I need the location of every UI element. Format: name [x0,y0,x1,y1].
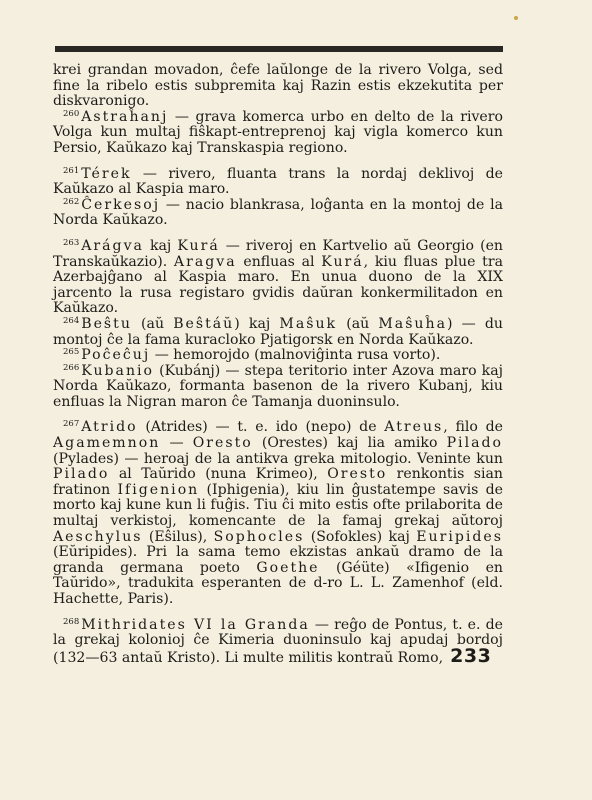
spaced-term: Arágva [81,237,144,254]
text-run: (aŭ [131,315,174,332]
text-run: — nacio blankrasa, loĝanta en la montoj de la Norda Kaŭkazo. [53,196,503,229]
footnote-number: 267 [63,419,80,430]
spaced-term: Maŝuĥa [378,315,447,332]
footnote-number: 263 [63,237,80,248]
ink-spot [514,16,518,20]
text-run: renkontis sian fratinon [53,466,504,498]
footnote-number: 260 [63,108,80,119]
continued-paragraph [53,63,503,110]
spaced-term: Atrido [81,419,138,436]
footnote-260 [53,110,503,157]
footnote-number: 268 [63,616,80,627]
footnote-262 [53,198,503,229]
spaced-term: Atreus [384,419,444,436]
text-run: — [160,435,193,452]
text-run: — riveroj en Kartvelio aŭ Georgio (en Transkaŭkazio). [53,237,503,270]
text-run: — grava komerca urbo en delto de la rivero Volga kun multaj fiŝkapt-entreprenoj kaj vigla komerco kun Persio, Kaŭkazo kaj Transkaspia regiono. [53,108,503,156]
spaced-term: Oresto [327,466,388,483]
footnotes-text [53,63,503,666]
footnote-268 [53,618,503,667]
text-run: kaj [143,237,178,254]
spaced-term: Mithridates VI la Granda [81,616,310,633]
text-run: enfluas al [236,253,322,270]
text-run: , kiu fluas plue tra Azerbajĝano al Kaspia maro. En unua duono de la XIX jarcento la rusa registaro gvidis daŭran konkermilitadon en Kaŭkazo. [53,253,503,317]
footnote-number: 266 [63,362,80,373]
footnote-266 [53,364,503,411]
text-run: krei grandan movadon, ĉefe laŭlonge de la rivero Volga, sed fine la ribelo estis subpremita kaj Razin estis ekzekutita per diskvaronigo. [53,62,503,110]
spaced-term: Sophocles [213,528,305,545]
text-run: (Orestes) kaj lia amiko [252,435,447,452]
text-run: (Atrides) — t. e. ido (nepo) de [137,419,385,436]
spaced-term: Poĉeĉuj [81,347,151,364]
spaced-term: Ĉerkesoj [81,196,161,213]
header-rule [55,46,503,52]
text-run: (Iphigenia), kiu lin ĝustatempe savis de morto kaj kune kun li fuĝis. Tiu ĉi mito estis ofte prilaborita de multaj verkistoj, komencante de la famaj grekaj aŭtoroj [53,481,503,530]
spaced-term: Agamemnon [53,435,161,452]
footnote-261 [53,167,503,198]
spaced-term: Pilado [446,435,503,452]
footnote-number: 264 [63,315,80,326]
spaced-term: Goethe [256,559,320,576]
page-number: 233 [443,644,492,667]
text-run: (Eŝilus), [142,528,214,545]
spaced-term: Astraĥanj [81,108,169,125]
text-run: , filo de [443,419,503,436]
spaced-term: Oresto [192,435,253,452]
text-run: ) kaj [234,315,280,332]
spaced-term: Aragva [173,253,237,270]
footnote-number: 262 [63,196,80,207]
text-run: — rivero, fluanta trans la nordaj deklivoj de Kaŭkazo al Kaspia maro. [53,165,503,198]
text-run: al Taŭrido (nuna Krimeo), [109,466,328,483]
footnote-number: 261 [63,165,80,176]
spaced-term: Euripides [416,528,503,545]
spaced-term: Kurá [177,237,220,254]
spaced-term: Ifigenion [117,481,200,498]
footnote-263 [53,239,503,317]
text-run: (Géüte) «Ifigenio en Taŭrido», tradukita esperanten de d-ro L. L. Zamenhof (eld. Hachette, Paris). [53,559,503,607]
text-run: (aŭ [337,315,379,332]
footnote-265 [53,348,503,364]
text-run: (Eŭripides). Pri la sama temo ekzistas ankaŭ dramo de la granda germana poeto [53,544,503,576]
footnote-267 [53,420,503,607]
spaced-term: Beŝtáŭ [173,315,235,332]
spaced-term: Kurá [321,253,364,270]
text-run: — reĝo de Pontus, t. e. de la grekaj kolonioj ĉe Kimeria duoninsulo kaj apudaj bordoj (132—63 antaŭ Kristo). Li multe militis kontraŭ Romo, [53,616,503,666]
spaced-term: Pilado [53,466,110,483]
spaced-term: Térek [81,165,132,182]
spaced-term: Kubanio [81,362,155,379]
spaced-term: Beŝtu [81,315,132,332]
footnote-264 [53,317,503,348]
text-run: (Sofokles) kaj [304,528,417,545]
text-run: (Kubánj) — stepa teritorio inter Azova maro kaj Norda Kaŭkazo, formanta basenon de la rivero Kubanj, kiu enfluas la Nigran maron ĉe Tamanja duoninsulo. [53,362,503,410]
spaced-term: Aeschylus [53,528,143,545]
spaced-term: Maŝuk [279,315,338,332]
text-run: ) — du montoj ĉe la fama kuracloko Pjatigorsk en Norda Kaŭkazo. [53,315,503,348]
text-run: — hemorojdo (malnoviĝinta rusa vorto). [150,347,441,364]
footnote-number: 265 [63,347,80,358]
text-run: (Pylades) — heroaj de la antikva greka mitologio. Veninte kun [53,450,503,467]
